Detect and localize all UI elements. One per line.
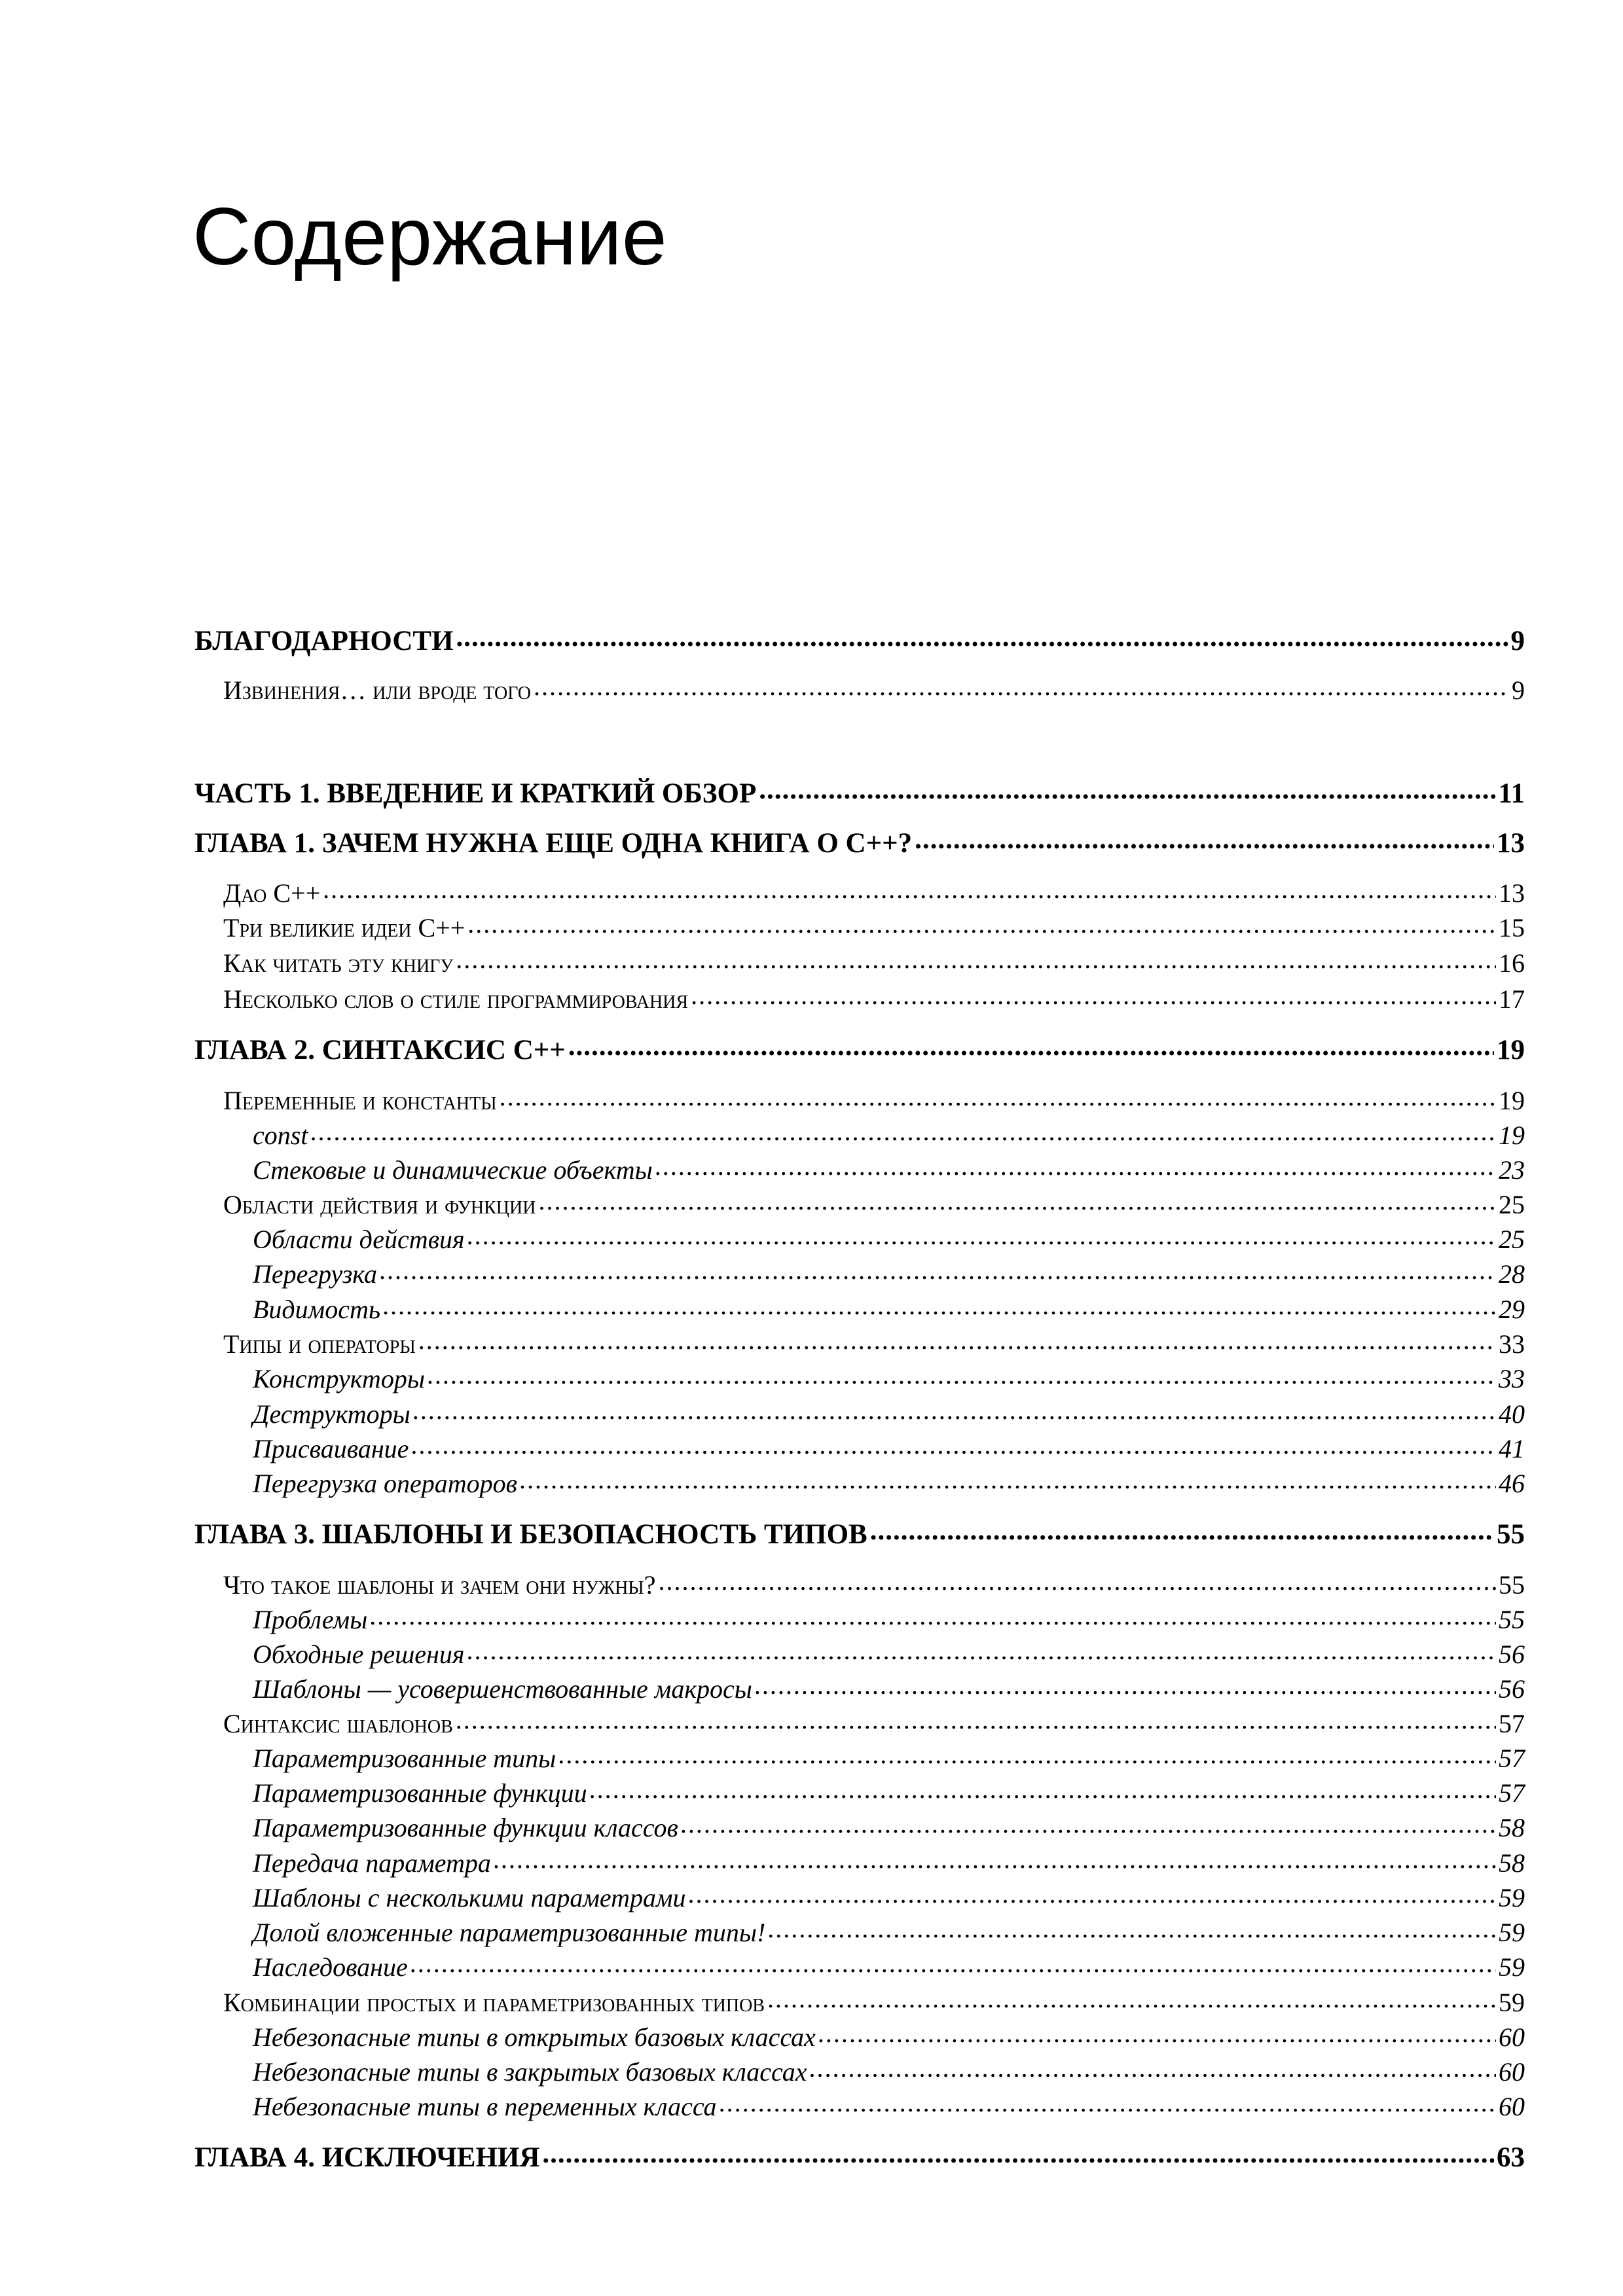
toc-entry-title: Наследование [253, 1952, 408, 1982]
dot-leader [418, 1325, 1496, 1355]
toc-page-number: 25 [1499, 1190, 1525, 1219]
dot-leader [689, 1878, 1496, 1909]
toc-page-number: 56 [1499, 1674, 1525, 1704]
toc-page-number: 13 [1499, 878, 1525, 908]
toc-page-number: 40 [1499, 1399, 1525, 1429]
toc-subsection-entry[interactable] [253, 1917, 1525, 1948]
toc-page-number: 23 [1499, 1155, 1525, 1185]
toc-entry-title: Области действия и функции [223, 1190, 536, 1219]
toc-entry-title: Переменные и константы [223, 1086, 497, 1115]
dot-leader [380, 1255, 1496, 1285]
toc-page-number: 46 [1499, 1469, 1525, 1498]
dot-leader [768, 1913, 1496, 1944]
toc-page-number: 60 [1499, 2057, 1525, 2087]
dot-leader [658, 1566, 1496, 1596]
toc-subsection-entry[interactable] [253, 2022, 1525, 2053]
toc-subsection-entry[interactable] [253, 1120, 1525, 1151]
toc-subsection-entry[interactable] [253, 1743, 1525, 1774]
toc-page-number: 19 [1499, 1086, 1525, 1115]
dot-leader [500, 1081, 1496, 1112]
toc-page-number: 25 [1499, 1225, 1525, 1254]
dot-leader [655, 1151, 1496, 1181]
toc-entry-title: ГЛАВА 4. ИСКЛЮЧЕНИЯ [194, 2142, 540, 2173]
toc-entry-title: Три великие идеи С++ [223, 913, 465, 942]
toc-entry-title: Шаблоны — усовершенствованные макросы [253, 1674, 752, 1704]
toc-section-entry[interactable] [223, 984, 1525, 1014]
toc-page-number: 15 [1499, 913, 1525, 942]
toc-entry-title: Как читать эту книгу [223, 948, 454, 978]
dot-leader [542, 2138, 1494, 2170]
toc-entry-title: Что такое шаблоны и зачем они нужны? [223, 1570, 656, 1600]
toc-entry-title: Комбинации простых и параметризованных типов [223, 1988, 765, 2017]
toc-subsection-entry[interactable] [253, 1294, 1525, 1325]
dot-leader [383, 1290, 1496, 1321]
toc-subsection-entry[interactable] [253, 1778, 1525, 1808]
dot-leader [818, 2018, 1496, 2049]
toc-page-number: 57 [1499, 1778, 1525, 1808]
dot-leader [410, 1948, 1496, 1979]
toc-section-entry[interactable] [223, 912, 1525, 943]
toc-entry-title: Видимость [253, 1295, 381, 1324]
dot-leader [370, 1600, 1496, 1631]
toc-subsection-entry[interactable] [253, 1259, 1525, 1289]
toc-entry-title: ЧАСТЬ 1. ВВЕДЕНИЕ И КРАТКИЙ ОБЗОР [194, 778, 757, 809]
dot-leader [467, 1635, 1497, 1666]
toc-entry-title: Присваивание [253, 1434, 409, 1463]
toc-entry-title: Параметризованные функции [253, 1778, 587, 1808]
toc-entry-title: Типы и операторы [223, 1329, 416, 1359]
toc-entry-title: Дао С++ [223, 878, 321, 908]
dot-leader [590, 1774, 1496, 1804]
dot-leader [456, 944, 1496, 975]
dot-leader [520, 1464, 1496, 1495]
toc-section-entry[interactable] [223, 1085, 1525, 1116]
dot-leader [810, 2053, 1496, 2083]
toc-page-number: 16 [1499, 948, 1525, 978]
toc-subsection-entry[interactable] [253, 1812, 1525, 1843]
toc-page-number: 9 [1510, 626, 1525, 656]
toc-section-entry[interactable] [223, 878, 1525, 908]
dot-leader [413, 1395, 1496, 1426]
toc-entry-title: Несколько слов о стиле программирования [223, 984, 689, 1014]
toc-page-number: 41 [1499, 1434, 1525, 1463]
toc-subsection-entry[interactable] [253, 2091, 1525, 2122]
toc-chapter-entry[interactable] [194, 1034, 1525, 1066]
dot-leader [691, 980, 1496, 1011]
toc-entry-title: Конструкторы [253, 1364, 425, 1393]
toc-page-number: 9 [1512, 675, 1525, 705]
toc-section-entry[interactable] [223, 1987, 1525, 2018]
toc-entry-title: Проблемы [253, 1605, 368, 1634]
toc-page-number: 60 [1499, 2022, 1525, 2052]
toc-chapter-entry[interactable] [194, 625, 1525, 657]
toc-entry-title: Деструкторы [253, 1399, 410, 1429]
toc-subsection-entry[interactable] [253, 1848, 1525, 1878]
toc-chapter-entry[interactable] [194, 827, 1525, 859]
toc-subsection-entry[interactable] [253, 1674, 1525, 1704]
toc-entry-title: Синтаксис шаблонов [223, 1709, 453, 1738]
toc-page-number: 58 [1499, 1848, 1525, 1878]
dot-leader [681, 1808, 1496, 1839]
dot-leader [428, 1359, 1496, 1390]
dot-leader [558, 1739, 1496, 1770]
dot-leader [494, 1844, 1496, 1874]
toc-entry-title: Небезопасные типы в закрытых базовых классах [253, 2057, 807, 2087]
toc-entry-title: Стековые и динамические объекты [253, 1155, 653, 1185]
toc-entry-title: Области действия [253, 1225, 465, 1254]
toc-entry-title: Извинения… или вроде того [223, 675, 531, 705]
toc-section-entry[interactable] [223, 1189, 1525, 1220]
toc-section-entry[interactable] [223, 948, 1525, 978]
toc-entry-title: Параметризованные типы [253, 1744, 556, 1773]
toc-page-number: 57 [1499, 1744, 1525, 1773]
toc-page-number: 13 [1497, 828, 1525, 859]
toc-subsection-entry[interactable] [253, 1224, 1525, 1255]
toc-entry-title: Небезопасные типы в открытых базовых классах [253, 2022, 816, 2052]
dot-leader [767, 1983, 1496, 2014]
toc-page-number: 59 [1499, 1918, 1525, 1947]
toc-entry-title: ГЛАВА 1. ЗАЧЕМ НУЖНА ЕЩЕ ОДНА КНИГА О С++? [194, 828, 913, 859]
toc-entry-title: Перегрузка операторов [253, 1469, 518, 1498]
toc-subsection-entry[interactable] [253, 1639, 1525, 1670]
toc-page-number: 60 [1499, 2092, 1525, 2121]
dot-leader [534, 671, 1509, 702]
toc-subsection-entry[interactable] [253, 1882, 1525, 1913]
toc-entry-title: БЛАГОДАРНОСТИ [194, 626, 454, 656]
toc-entry-title: Шаблоны с несколькими параметрами [253, 1883, 686, 1912]
dot-leader [720, 2087, 1496, 2118]
dot-leader [467, 908, 1496, 939]
toc-section-entry[interactable] [223, 1708, 1525, 1739]
dot-leader [310, 1116, 1496, 1147]
toc-entry-title: Параметризованные функции классов [253, 1813, 678, 1842]
toc-page-number: 29 [1499, 1295, 1525, 1324]
toc-entry-title: Долой вложенные параметризованные типы! [253, 1918, 766, 1947]
toc-page-number: 17 [1499, 984, 1525, 1014]
dot-leader [323, 874, 1496, 905]
toc-chapter-entry[interactable] [194, 778, 1525, 810]
toc-page-number: 56 [1499, 1640, 1525, 1669]
toc-entry-title: ГЛАВА 2. СИНТАКСИС С++ [194, 1035, 566, 1066]
dot-leader [755, 1670, 1496, 1700]
dot-leader [915, 823, 1494, 855]
toc-subsection-entry[interactable] [253, 1604, 1525, 1635]
toc-page-number: 55 [1499, 1570, 1525, 1600]
page-title: Содержание [192, 192, 667, 282]
toc-subsection-entry[interactable] [253, 1468, 1525, 1499]
toc-page-number: 57 [1499, 1709, 1525, 1738]
toc-page-number: 63 [1497, 2142, 1525, 2173]
dot-leader [568, 1030, 1494, 1062]
toc-chapter-entry[interactable] [194, 1518, 1525, 1551]
toc-page-number: 58 [1499, 1813, 1525, 1842]
toc-page-number: 33 [1499, 1364, 1525, 1393]
toc-page-number: 59 [1499, 1952, 1525, 1982]
toc-subsection-entry[interactable] [253, 1363, 1525, 1394]
toc-entry-title: Небезопасные типы в переменных класса [253, 2092, 717, 2121]
toc-section-entry[interactable] [223, 1329, 1525, 1359]
toc-page-number: 11 [1498, 778, 1525, 809]
toc-entry-title: const [253, 1121, 308, 1150]
toc-page-number: 59 [1499, 1883, 1525, 1912]
dot-leader [456, 621, 1508, 653]
toc-page-number: 19 [1497, 1035, 1525, 1066]
toc-subsection-entry[interactable] [253, 1155, 1525, 1185]
toc-page-number: 55 [1499, 1605, 1525, 1634]
toc-section-entry[interactable] [223, 675, 1525, 706]
dot-leader [538, 1185, 1496, 1216]
toc-page-number: 55 [1497, 1519, 1525, 1550]
toc-entry-title: ГЛАВА 3. ШАБЛОНЫ И БЕЗОПАСНОСТЬ ТИПОВ [194, 1519, 867, 1550]
toc-page-number: 33 [1499, 1329, 1525, 1359]
toc-subsection-entry[interactable] [253, 1433, 1525, 1464]
toc-entry-title: Перегрузка [253, 1259, 378, 1289]
toc-page-number: 28 [1499, 1259, 1525, 1289]
toc-subsection-entry[interactable] [253, 1399, 1525, 1429]
toc-chapter-entry[interactable] [194, 2142, 1525, 2174]
toc-entry-title: Передача параметра [253, 1848, 491, 1878]
dot-leader [456, 1704, 1496, 1735]
toc-page-number: 19 [1499, 1121, 1525, 1150]
toc-subsection-entry[interactable] [253, 2056, 1525, 2087]
dot-leader [411, 1429, 1496, 1460]
toc-section-entry[interactable] [223, 1570, 1525, 1600]
toc-page-number: 59 [1499, 1988, 1525, 2017]
dot-leader [870, 1515, 1494, 1547]
toc-entry-title: Обходные решения [253, 1640, 465, 1669]
dot-leader [467, 1220, 1496, 1251]
toc-subsection-entry[interactable] [253, 1952, 1525, 1982]
dot-leader [759, 774, 1495, 806]
